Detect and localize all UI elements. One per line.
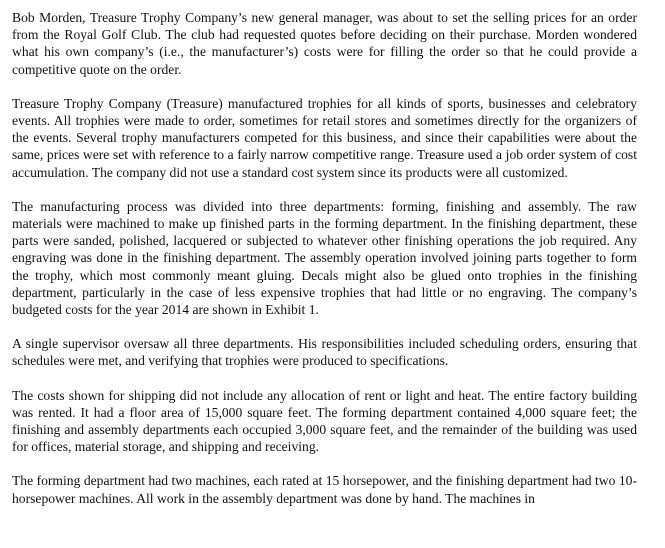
paragraph-shipping-costs: The costs shown for shipping did not include any allocation of rent or light and heat. The entire factory building was rented. It had a floor area of 15,000 square feet. The forming department contained 4,000 square feet; the finishing and assembly departments each occupied 3,000 square feet, and the remainder of the building was used for offices, material storage, and shipping and receiving. [12, 387, 637, 455]
paragraph-manufacturing-process: The manufacturing process was divided into three departments: forming, finishing and assembly. The raw materials were machined to make up finished parts in the forming department. In the finishing department, these parts were sanded, polished, lacquered or subjected to whatever other finishing operations the job required. Any engraving was done in the finishing department. The assembly operation involved joining parts together to form the trophy, which most commonly meant gluing. Decals might also be glued onto trophies in the finishing department, particularly in the case of less expensive trophies that had little or no engraving. The company’s budgeted costs for the year 2014 are shown in Exhibit 1. [12, 198, 637, 318]
paragraph-introduction: Bob Morden, Treasure Trophy Company’s new general manager, was about to set the selling prices for an order from the Royal Golf Club. The club had requested quotes before deciding on their purchase. Morden wondered what his own company’s (i.e., the manufacturer’s) costs were for filling the order so that he could provide a competitive quote on the order. [12, 10, 637, 77]
paragraph-supervisor: A single supervisor oversaw all three departments. His responsibilities included scheduling orders, ensuring that schedules were met, and verifying that trophies were produced to specifications. [12, 336, 637, 369]
paragraph-machines: The forming department had two machines, each rated at 15 horsepower, and the finishing department had two 10-horsepower machines. All work in the assembly department was done by hand. The machines in [12, 473, 637, 506]
paragraph-company-background: Treasure Trophy Company (Treasure) manufactured trophies for all kinds of sports, businesses and celebratory events. All trophies were made to order, sometimes for retail stores and sometimes directly for the organizers of the events. Several trophy manufacturers competed for this business, and since their capabilities were about the same, prices were set with reference to a fairly narrow competitive range. Treasure used a job order system of cost accumulation. The company did not use a standard cost system since its products were all customized. [12, 95, 637, 180]
